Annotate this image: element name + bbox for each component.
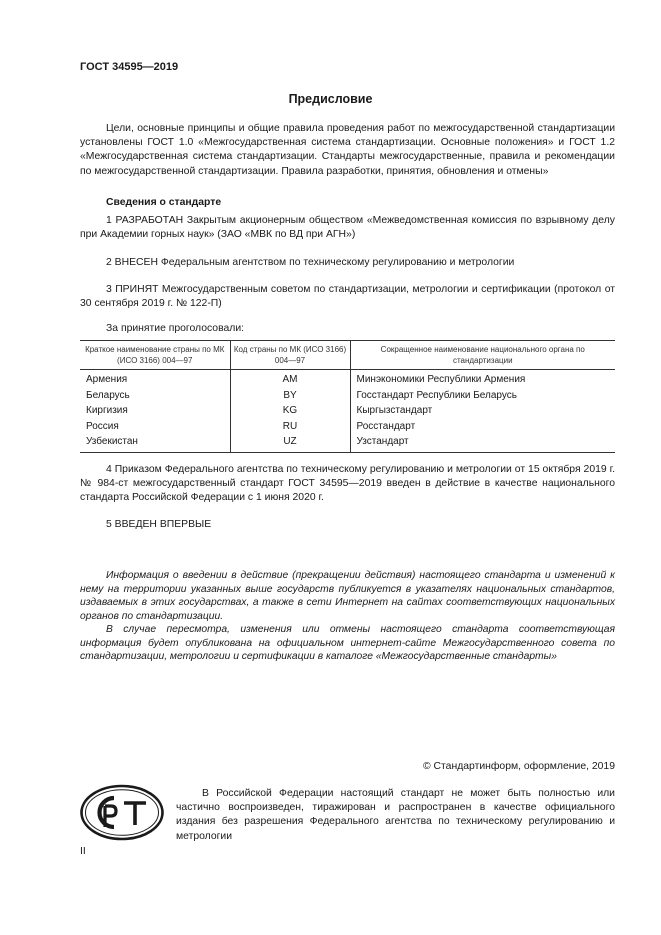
country-code: RU [230,419,350,435]
country-code: UZ [230,434,350,452]
info-paragraph-introduction: Информация о введении в действие (прекращении действия) настоящего стандарта и изменений к нему на территории указанных выше государств публикуется в указателях национальных стандартов, издаваемых в этих государствах, а также в сети Интернет на сайтах соответствующих национальных органов по стандартизации. [80,570,615,622]
country-name: Беларусь [86,389,130,401]
country-name: Киргизия [86,405,128,416]
item-first-introduced: 5 ВВЕДЕН ВПЕРВЫЕ [106,519,212,530]
vote-caption: За принятие проголосовали: [106,323,245,334]
country-code: KG [230,403,350,419]
info-paragraph-revision: В случае пересмотра, изменения или отмены настоящего стандарта соответствующая информация будет опубликована на официальном интернет-сайте Межгосударственного совета по стандартизации, метрологии и сертификации в каталоге «Межгосударственные стандарты» [80,624,615,663]
intro-paragraph: Цели, основные принципы и общие правила проведения работ по межгосударственной стандартизации установлены ГОСТ 1.0 «Межгосударственная система стандартизации. Основные положения» и ГОСТ 1.2 «Межгосударственная система стандартизации. Стандарты межгосударственные, правила и рекомендации по межгосударственной стандартизации. Правила разработки, принятия, обновления и отмены» [80,123,615,177]
country-name: Узбекистан [80,434,230,452]
rst-certification-logo-icon [80,784,164,841]
voting-table [80,340,615,453]
table-row [80,419,615,435]
standards-body: Госстандарт Республики Беларусь [350,388,615,404]
country-code: BY [230,388,350,404]
standards-body: Кыргызстандарт [350,403,615,419]
reproduction-notice: В Российской Федерации настоящий стандарт не может быть полностью или частично воспроизведен, тиражирован и распространен в качестве официального издания без разрешения Федерального агентства по техническому регулированию и метрологии [176,788,615,842]
header-standards-body: Сокращенное наименование национального органа по стандартизации [350,341,615,370]
header-country-name: Краткое наименование страны по МК (ИСО 3166) 004—97 [80,341,230,370]
country-name: Армения [86,374,128,385]
table-row [80,434,615,452]
standards-body: Минэкономики Республики Армения [350,370,615,388]
country-code: AM [230,370,350,388]
document-code-header: ГОСТ 34595—2019 [80,61,179,73]
table-header-row [80,341,615,370]
table-row [80,388,615,404]
country-name: Россия [86,420,119,432]
table-row [80,403,615,419]
table-row [80,370,615,388]
page-number: II [80,846,86,857]
copyright-line: © Стандартинформ, оформление, 2019 [422,761,615,772]
item-submitted: 2 ВНЕСЕН Федеральным агентством по техническому регулированию и метрологии [106,257,515,268]
page-title: Предисловие [288,92,373,106]
item-developed: 1 РАЗРАБОТАН Закрытым акционерным обществом «Межведомственная комиссия по взрывному делу при Академии горных наук» (ЗАО «МВК по ВД при АГН») [80,215,615,241]
standards-body: Узстандарт [350,434,615,452]
standards-body: Росстандарт [350,419,615,435]
section-title: Сведения о стандарте [106,197,222,208]
item-adopted: 3 ПРИНЯТ Межгосударственным советом по стандартизации, метрологии и сертификации (протокол от 30 сентября 2019 г. № 122-П) [80,284,615,310]
header-country-code: Код страны по МК (ИСО 3166) 004—97 [230,341,350,370]
item-enacted: 4 Приказом Федерального агентства по техническому регулированию и метрологии от 15 октября 2019 г. № 984-ст межгосударственный стандарт ГОСТ 34595—2019 введен в действие в качестве национального стандарта Российской Федерации с 1 июня 2020 г. [80,464,615,504]
